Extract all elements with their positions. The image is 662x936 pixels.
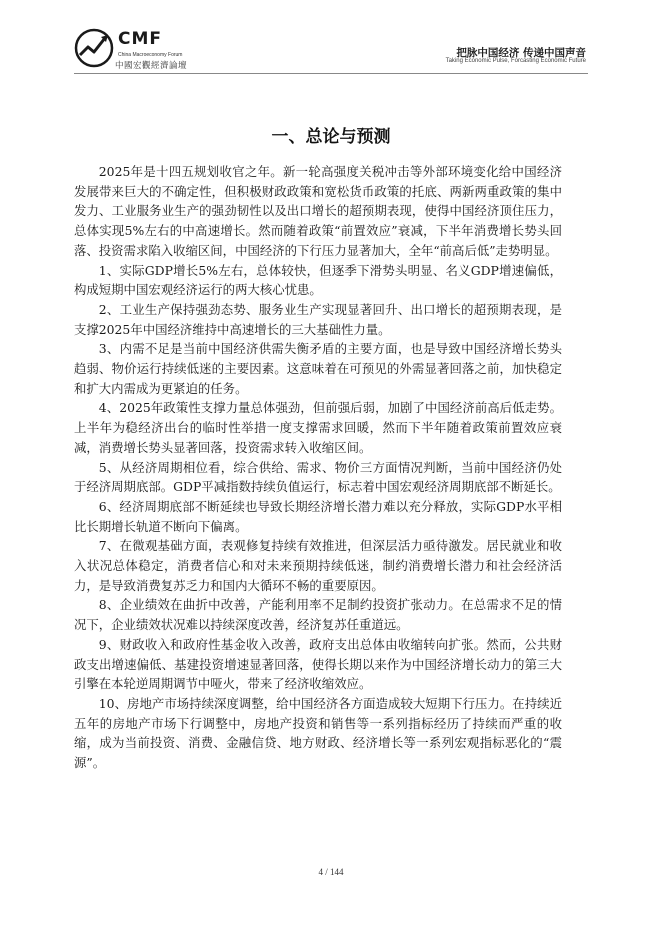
cmf-logo	[74, 28, 234, 78]
paragraph: 10、房地产市场持续深度调整，给中国经济各方面造成较大短期下行压力。在持续近五年的房地产市场下行调整中，房地产投资和销售等一系列指标经历了持续而严重的收缩，成为当前投资、消费、金融信贷、地方财政、经济增长等一系列宏观指标恶化的“震源”。	[74, 695, 562, 771]
cmf-logo-mark-icon	[74, 28, 114, 68]
document-body	[74, 162, 562, 773]
paragraph: 9、财政收入和政府性基金收入改善，政府支出总体由收缩转向扩张。然而，公共财政支出增速偏低、基建投资增速显著回落，使得长期以来作为中国经济增长动力的第三大引擎在本轮逆周期调节中哑火，带来了经济收缩效应。	[74, 636, 562, 692]
logo-subtitle: China Macroeconomy Forum	[118, 52, 183, 58]
section-title: 一、总论与预测	[271, 127, 391, 147]
paragraph: 2、工业生产保持强劲态势、服务业生产实现显著回升、出口增长的超预期表现，是支撑2025年中国经济维持中高速增长的三大基础性力量。	[74, 301, 562, 337]
paragraph: 6、经济周期底部不断延续也导致长期经济增长潜力难以充分释放，实际GDP水平相比长期增长轨道不断向下偏离。	[74, 498, 562, 534]
paragraph: 7、在微观基础方面，表观修复持续有效推进，但深层活力亟待激发。居民就业和收入状况总体稳定，消费者信心和对未来预期持续低迷，制约消费增长潜力和社会经济活力，是导致消费复苏乏力和国内大循环不畅的重要原因。	[74, 538, 562, 593]
paragraph: 3、内需不足是当前中国经济供需失衡矛盾的主要方面，也是导致中国经济增长势头趋弱、物价运行持续低迷的主要因素。这意味着在可预见的外需显著回落之前，加快稳定和扩大内需成为更紧迫的任务。	[74, 341, 562, 396]
logo-chinese-name: 中國宏觀經濟論壇	[115, 61, 188, 71]
page-header	[0, 0, 662, 80]
paragraph: 8、企业绩效在曲折中改善，产能利用率不足制约投资扩张动力。在总需求不足的情况下，企业绩效状况难以持续深度改善，经济复苏任重道远。	[74, 597, 562, 633]
logo-title: CMF	[118, 29, 163, 49]
slogan-english: Taking Economic Pulse, Forcasting Economic Future	[445, 58, 586, 64]
paragraph: 5、从经济周期相位看，综合供给、需求、物价三方面情况判断，当前中国经济仍处于经济周期底部。GDP平减指数持续负值运行，标志着中国宏观经济周期底部不断延长。	[74, 459, 562, 495]
header-divider	[74, 73, 588, 74]
paragraph: 1、实际GDP增长5%左右，总体较快，但逐季下滑势头明显、名义GDP增速偏低，构成短期中国宏观经济运行的两大核心忧患。	[74, 262, 562, 298]
slogan-chinese: 把脉中国经济 传递中国声音	[456, 47, 586, 59]
paragraph: 2025年是十四五规划收官之年。新一轮高强度关税冲击等外部环境变化给中国经济发展带来巨大的不确定性，但积极财政政策和宽松货币政策的托底、两新两重政策的集中发力、工业服务业生产的强劲韧性以及出口增长的超预期表现，使得中国经济顶住压力，总体实现5%左右的中高速增长。然而随着政策“前置效应”衰减，下半年消费增长势头回落、投资需求陷入收缩区间，中国经济的下行压力显著加大，全年“前高后低”走势明显。	[74, 164, 562, 258]
paragraph: 4、2025年政策性支撑力量总体强劲，但前强后弱，加剧了中国经济前高后低走势。上半年为稳经济出台的临时性举措一度支撑需求回暖，然而下半年随着政策前置效应衰减，消费增长势头显著回落，投资需求转入收缩区间。	[74, 400, 562, 455]
page-number: 4 / 144	[318, 867, 344, 877]
